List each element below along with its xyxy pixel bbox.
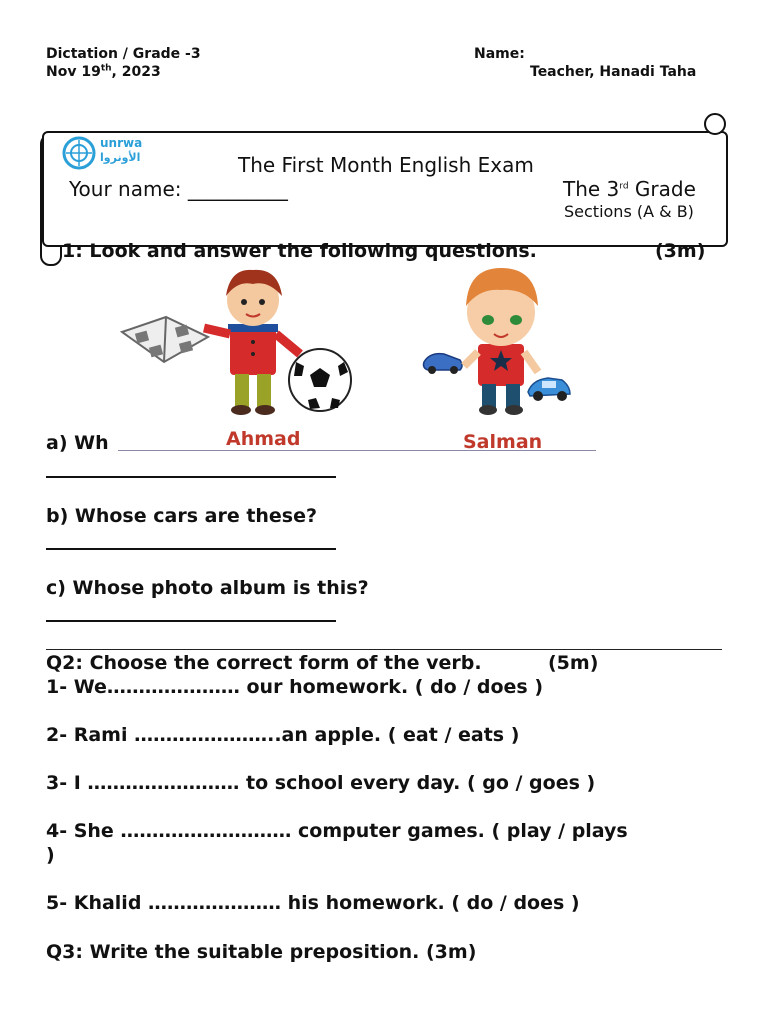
logo-text: unrwa [100, 136, 143, 150]
q2-item-3: 3- I …………………… to school every day. ( go / goes ) [46, 772, 596, 794]
name-label: Name: [474, 46, 525, 62]
q2-item-5: 5- Khalid ………………… his homework. ( do / does ) [46, 892, 580, 914]
q2-item-2: 2- Rami …………………..an apple. ( eat / eats ) [46, 724, 520, 746]
exam-title: The First Month English Exam [238, 153, 534, 177]
q1-b-answer-line[interactable] [46, 548, 336, 550]
unrwa-logo [62, 136, 146, 170]
section-divider [46, 649, 722, 650]
logo-text-arabic: الأونروا [100, 151, 141, 164]
q1-a-answer-line[interactable] [46, 476, 336, 478]
salman-name: Salman [463, 431, 543, 453]
q1-c-answer-line[interactable] [46, 620, 336, 622]
q1-c-label: c) Whose photo album is this? [46, 577, 369, 599]
scroll-curl-right [704, 113, 726, 135]
salman-illustration [420, 262, 580, 422]
q2-item-1: 1- We………………… our homework. ( do / does ) [46, 676, 544, 698]
q1-b-label: b) Whose cars are these? [46, 505, 318, 527]
toy-car-icon [424, 354, 463, 374]
q2-item-4-continued: ) [46, 844, 55, 866]
q1-marks: (3m) [655, 240, 706, 262]
q3-heading: Q3: Write the suitable preposition. (3m) [46, 941, 477, 963]
worksheet-type: Dictation / Grade -3 [46, 46, 201, 62]
q2-heading: Q2: Choose the correct form of the verb. [46, 652, 482, 674]
q1-a-label: a) Wh [46, 432, 109, 454]
grade-label: The 3rd Grade [563, 177, 696, 201]
exam-date: Nov 19th, 2023 [46, 63, 161, 80]
toy-car-icon [528, 378, 570, 401]
q1-heading: 1: Look and answer the following questions. [62, 240, 537, 262]
sections-label: Sections (A & B) [564, 202, 694, 221]
ahmad-name: Ahmad [226, 428, 301, 450]
your-name-field: Your name: __________ [69, 177, 288, 201]
ahmad-illustration [118, 262, 358, 422]
teacher-name: Teacher, Hanadi Taha [530, 64, 697, 80]
q2-marks: (5m) [548, 652, 599, 674]
photo-album-icon [122, 317, 208, 362]
football-icon [289, 349, 351, 411]
q2-item-4: 4- She ……………………… computer games. ( play / plays [46, 820, 628, 842]
